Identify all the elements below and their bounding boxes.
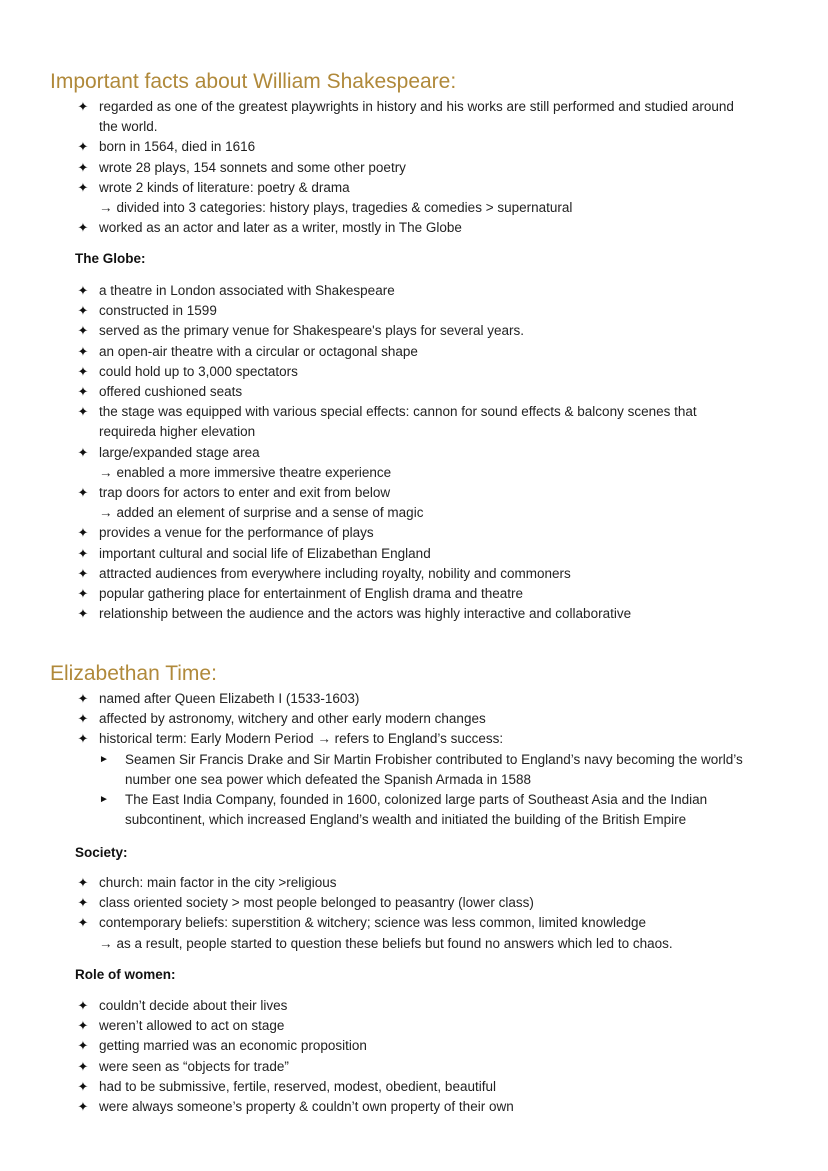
list-item: ✦ weren’t allowed to act on stage bbox=[75, 1016, 775, 1036]
list-item: ✦ popular gathering place for entertainment of English drama and theatre bbox=[75, 584, 775, 604]
triangle-bullet-icon: ► bbox=[99, 753, 109, 765]
sub-note: → divided into 3 categories: history plays, tragedies & comedies > supernatural bbox=[99, 200, 573, 216]
bullet-icon: ✦ bbox=[77, 1058, 89, 1074]
bullet-icon: ✦ bbox=[77, 545, 89, 561]
arrow-right-icon: → bbox=[99, 505, 113, 521]
list-item: ✦ attracted audiences from everywhere including royalty, nobility and commoners bbox=[75, 564, 775, 584]
list-item: ✦ born in 1564, died in 1616 bbox=[75, 137, 775, 157]
list-item: ✦ worked as an actor and later as a writer, mostly in The Globe bbox=[75, 218, 775, 238]
bullet-icon: ✦ bbox=[77, 586, 89, 602]
list-item: ✦ were always someone’s property & couldn’t own property of their own bbox=[75, 1097, 775, 1117]
bullet-icon: ✦ bbox=[77, 1038, 89, 1054]
list-item: ✦ the stage was equipped with various special effects: cannon for sound effects & balcony scenes that requireda higher elevation bbox=[75, 402, 775, 442]
subheading-globe: The Globe: bbox=[75, 251, 146, 266]
bullet-icon: ✦ bbox=[77, 1018, 89, 1034]
bullet-icon: ✦ bbox=[77, 139, 89, 155]
list-item: ✦ important cultural and social life of Elizabethan England bbox=[75, 544, 775, 564]
list-item: ✦ affected by astronomy, witchery and other early modern changes bbox=[75, 709, 775, 729]
list-elizabethan-time bbox=[75, 689, 775, 830]
list-role-of-women bbox=[75, 996, 775, 1117]
list-item: ✦ getting married was an economic proposition bbox=[75, 1036, 775, 1056]
bullet-icon: ✦ bbox=[77, 220, 89, 236]
bullet-icon: ✦ bbox=[77, 404, 89, 420]
bullet-icon: ✦ bbox=[77, 525, 89, 541]
list-shakespeare-facts bbox=[75, 97, 775, 238]
list-item: ✦ served as the primary venue for Shakespeare's plays for several years. bbox=[75, 321, 775, 341]
list-item: ✦ large/expanded stage area → enabled a more immersive theatre experience bbox=[75, 443, 775, 483]
bullet-icon: ✦ bbox=[77, 444, 89, 460]
sub-note: → as a result, people started to question these beliefs but found no answers which led to chaos. bbox=[99, 935, 673, 951]
bullet-icon: ✦ bbox=[77, 99, 89, 114]
bullet-icon: ✦ bbox=[77, 485, 89, 501]
bullet-icon: ✦ bbox=[77, 711, 89, 727]
list-item: ✦ wrote 2 kinds of literature: poetry & drama → divided into 3 categories: history plays, tragedies & comedies > supernatural bbox=[75, 178, 775, 218]
bullet-icon: ✦ bbox=[77, 323, 89, 339]
list-item: ✦ offered cushioned seats bbox=[75, 382, 775, 402]
list-item: ✦ relationship between the audience and the actors was highly interactive and collaborative bbox=[75, 604, 775, 624]
list-item: ✦ class oriented society > most people belonged to peasantry (lower class) bbox=[75, 893, 775, 913]
bullet-icon: ✦ bbox=[77, 179, 89, 195]
bullet-icon: ✦ bbox=[77, 159, 89, 175]
bullet-icon: ✦ bbox=[77, 283, 89, 298]
bullet-icon: ✦ bbox=[77, 1099, 89, 1115]
sub-list-item: ► The East India Company, founded in 1600, colonized large parts of Southeast Asia and the Indian subcontinent, which increased England’s wealth and initiated the building of the British Empire bbox=[99, 792, 708, 828]
bullet-icon: ✦ bbox=[77, 915, 89, 931]
arrow-right-icon: → bbox=[99, 200, 113, 216]
heading-shakespeare: Important facts about William Shakespeare: bbox=[50, 70, 457, 93]
bullet-icon: ✦ bbox=[77, 1078, 89, 1094]
sub-list-item: ► Seamen Sir Francis Drake and Sir Martin Frobisher contributed to England’s navy becoming the world’s number one sea power which defeated the Spanish Armada in 1588 bbox=[99, 751, 743, 787]
list-society bbox=[75, 873, 775, 954]
list-item: ✦ constructed in 1599 bbox=[75, 301, 775, 321]
bullet-icon: ✦ bbox=[77, 731, 89, 747]
list-item: ✦ couldn’t decide about their lives bbox=[75, 996, 775, 1016]
list-item: ✦ a theatre in London associated with Shakespeare bbox=[75, 281, 775, 301]
triangle-bullet-icon: ► bbox=[99, 794, 109, 806]
list-item: ✦ had to be submissive, fertile, reserved, modest, obedient, beautiful bbox=[75, 1077, 775, 1097]
bullet-icon: ✦ bbox=[77, 691, 89, 706]
subheading-role-of-women: Role of women: bbox=[75, 967, 176, 982]
list-item: ✦ contemporary beliefs: superstition & witchery; science was less common, limited knowledge → as a result, people started to question these beliefs but found no answers which led to chaos. bbox=[75, 913, 775, 953]
heading-elizabethan-time: Elizabethan Time: bbox=[50, 662, 217, 685]
list-item: ✦ wrote 28 plays, 154 sonnets and some other poetry bbox=[75, 158, 775, 178]
list-item: ✦ an open-air theatre with a circular or octagonal shape bbox=[75, 342, 775, 362]
bullet-icon: ✦ bbox=[77, 895, 89, 911]
list-item: ✦ church: main factor in the city >religious bbox=[75, 873, 775, 893]
list-item: ✦ were seen as “objects for trade” bbox=[75, 1057, 775, 1077]
bullet-icon: ✦ bbox=[77, 343, 89, 359]
sub-list bbox=[75, 750, 775, 831]
bullet-icon: ✦ bbox=[77, 998, 89, 1013]
subheading-society: Society: bbox=[75, 845, 128, 860]
list-item: ✦ provides a venue for the performance of plays bbox=[75, 523, 775, 543]
sub-note: → added an element of surprise and a sense of magic bbox=[99, 505, 424, 521]
arrow-right-icon: → bbox=[99, 935, 113, 951]
list-item: ✦ could hold up to 3,000 spectators bbox=[75, 362, 775, 382]
list-item: ✦ historical term: Early Modern Period → refers to England’s success: ► Seamen Sir Francis Drake and Sir Martin Frobisher contributed to England’s navy becoming the world’s number one sea power which defeated the Spanish Armada in 1588 ► The East India Company, founded in 1600, colonized large parts of Southeast Asia and the Indian subcontinent, which increased England’s wealth and initiated the building of the British Empire bbox=[75, 729, 775, 830]
bullet-icon: ✦ bbox=[77, 303, 89, 319]
bullet-icon: ✦ bbox=[77, 606, 89, 622]
bullet-icon: ✦ bbox=[77, 875, 89, 890]
arrow-right-icon: → bbox=[99, 464, 113, 480]
bullet-icon: ✦ bbox=[77, 384, 89, 400]
bullet-icon: ✦ bbox=[77, 363, 89, 379]
list-item: ✦ named after Queen Elizabeth I (1533-1603) bbox=[75, 689, 775, 709]
list-item: ✦ regarded as one of the greatest playwrights in history and his works are still performed and studied around the world. bbox=[75, 97, 775, 137]
list-item: ✦ trap doors for actors to enter and exit from below → added an element of surprise and a sense of magic bbox=[75, 483, 775, 523]
list-globe bbox=[75, 281, 775, 624]
bullet-icon: ✦ bbox=[77, 565, 89, 581]
sub-note: → enabled a more immersive theatre experience bbox=[99, 464, 392, 480]
